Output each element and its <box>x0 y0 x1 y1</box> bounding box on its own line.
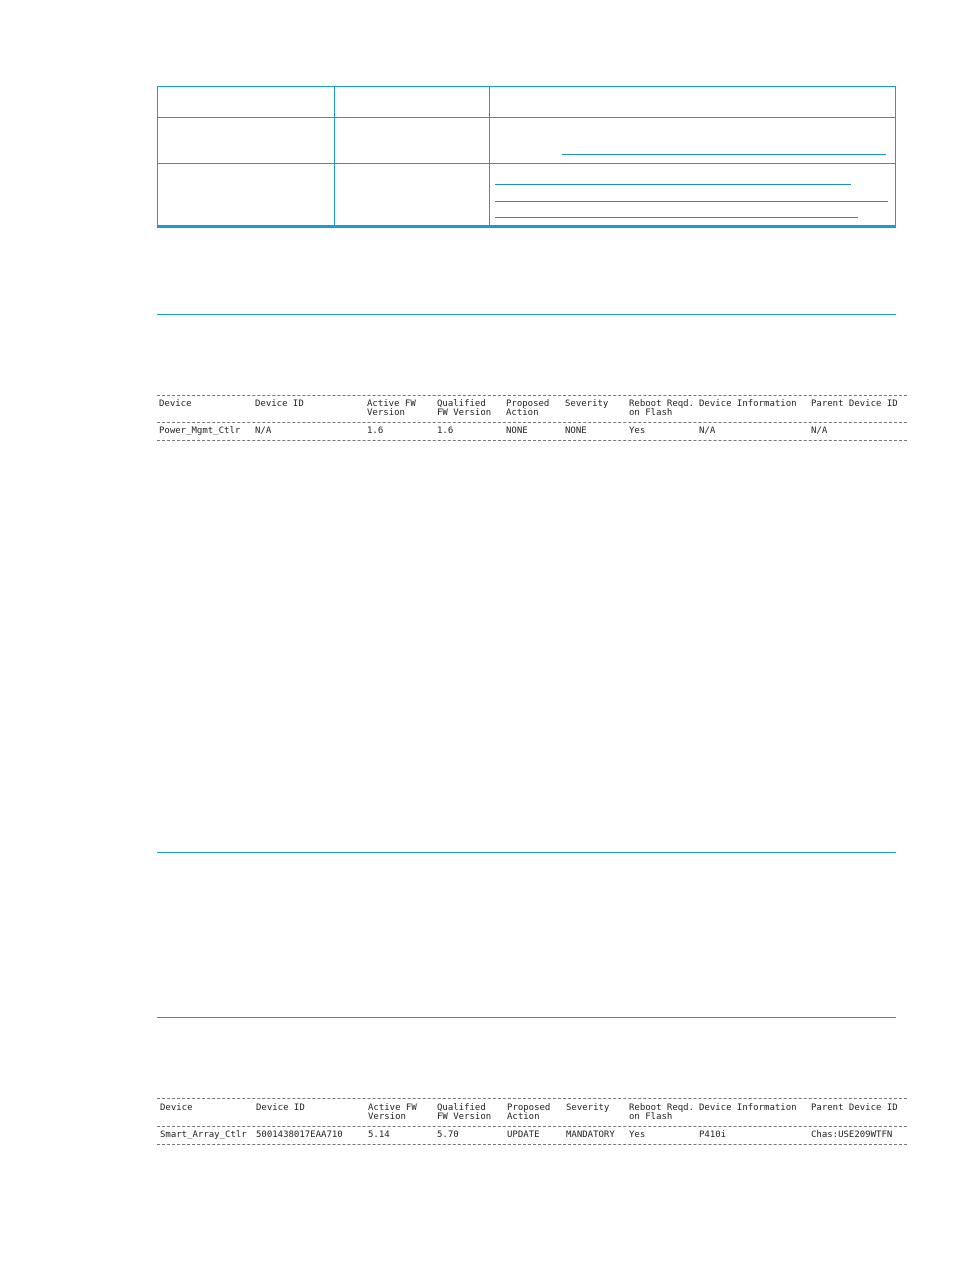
header-proposed-action-2: Action <box>506 408 539 418</box>
cell-proposed-action: UPDATE <box>507 1130 540 1140</box>
header-parent-device-id: Parent Device ID <box>811 1103 898 1113</box>
table-link[interactable] <box>562 154 886 155</box>
cell-device-id: N/A <box>255 426 272 436</box>
firmware-report-power-mgmt <box>157 395 907 443</box>
header-device-information: Device Information <box>699 1103 797 1113</box>
table-column-divider <box>489 86 490 228</box>
header-device: Device <box>160 1103 193 1113</box>
table-link[interactable] <box>495 201 888 202</box>
cell-device: Smart_Array_Ctlr <box>160 1130 247 1140</box>
cell-proposed-action: NONE <box>506 426 528 436</box>
table-column-divider <box>895 86 896 228</box>
header-active-fw: Active FW <box>367 399 416 409</box>
cell-active-fw: 5.14 <box>368 1130 390 1140</box>
cell-device-id: 5001438017EAA710 <box>256 1130 343 1140</box>
header-proposed-action-2: Action <box>507 1112 540 1122</box>
table-link[interactable] <box>495 184 851 185</box>
dash-rule <box>157 1098 907 1099</box>
cell-reboot-reqd: Yes <box>629 1130 646 1140</box>
header-device: Device <box>159 399 192 409</box>
header-parent-device-id: Parent Device ID <box>811 399 898 409</box>
cell-qualified-fw: 5.70 <box>437 1130 459 1140</box>
header-device-id: Device ID <box>255 399 304 409</box>
section-divider <box>157 1017 896 1018</box>
table-link[interactable] <box>495 217 858 218</box>
header-reboot-reqd: Reboot Reqd. <box>629 399 695 409</box>
table-bottom-border <box>157 225 896 228</box>
header-reboot-reqd-2: on Flash <box>629 408 673 418</box>
header-reboot-reqd: Reboot Reqd. <box>629 1103 695 1113</box>
reference-table <box>157 86 896 228</box>
cell-device-information: P410i <box>699 1130 727 1140</box>
table-top-border <box>157 86 896 87</box>
header-proposed-action: Proposed <box>507 1103 551 1113</box>
header-proposed-action: Proposed <box>506 399 550 409</box>
table-column-divider <box>334 86 335 228</box>
header-reboot-reqd-2: on Flash <box>629 1112 673 1122</box>
header-qualified-fw-2: FW Version <box>437 1112 492 1122</box>
header-active-fw-2: Version <box>368 1112 406 1122</box>
dash-rule <box>157 440 907 441</box>
table-row-divider <box>157 163 896 164</box>
cell-device: Power_Mgmt_Ctlr <box>159 426 241 436</box>
dash-rule <box>157 395 907 396</box>
section-divider <box>157 852 896 853</box>
table-row-divider <box>157 117 896 118</box>
cell-parent-device-id: N/A <box>811 426 828 436</box>
header-severity: Severity <box>566 1103 610 1113</box>
cell-severity: NONE <box>565 426 587 436</box>
cell-parent-device-id: Chas:USE209WTFN <box>811 1130 893 1140</box>
dash-rule <box>157 1126 907 1127</box>
table-column-divider <box>157 86 158 228</box>
cell-severity: MANDATORY <box>566 1130 615 1140</box>
dash-rule <box>157 422 907 423</box>
header-device-information: Device Information <box>699 399 797 409</box>
header-device-id: Device ID <box>256 1103 305 1113</box>
cell-active-fw: 1.6 <box>367 426 384 436</box>
cell-reboot-reqd: Yes <box>629 426 646 436</box>
header-qualified-fw-2: FW Version <box>437 408 492 418</box>
firmware-report-smart-array <box>157 1098 907 1146</box>
cell-qualified-fw: 1.6 <box>437 426 454 436</box>
header-severity: Severity <box>565 399 609 409</box>
header-qualified-fw: Qualified <box>437 399 486 409</box>
header-qualified-fw: Qualified <box>437 1103 486 1113</box>
dash-rule <box>157 1144 907 1145</box>
header-active-fw: Active FW <box>368 1103 417 1113</box>
header-active-fw-2: Version <box>367 408 405 418</box>
cell-device-information: N/A <box>699 426 716 436</box>
section-divider <box>157 314 896 315</box>
